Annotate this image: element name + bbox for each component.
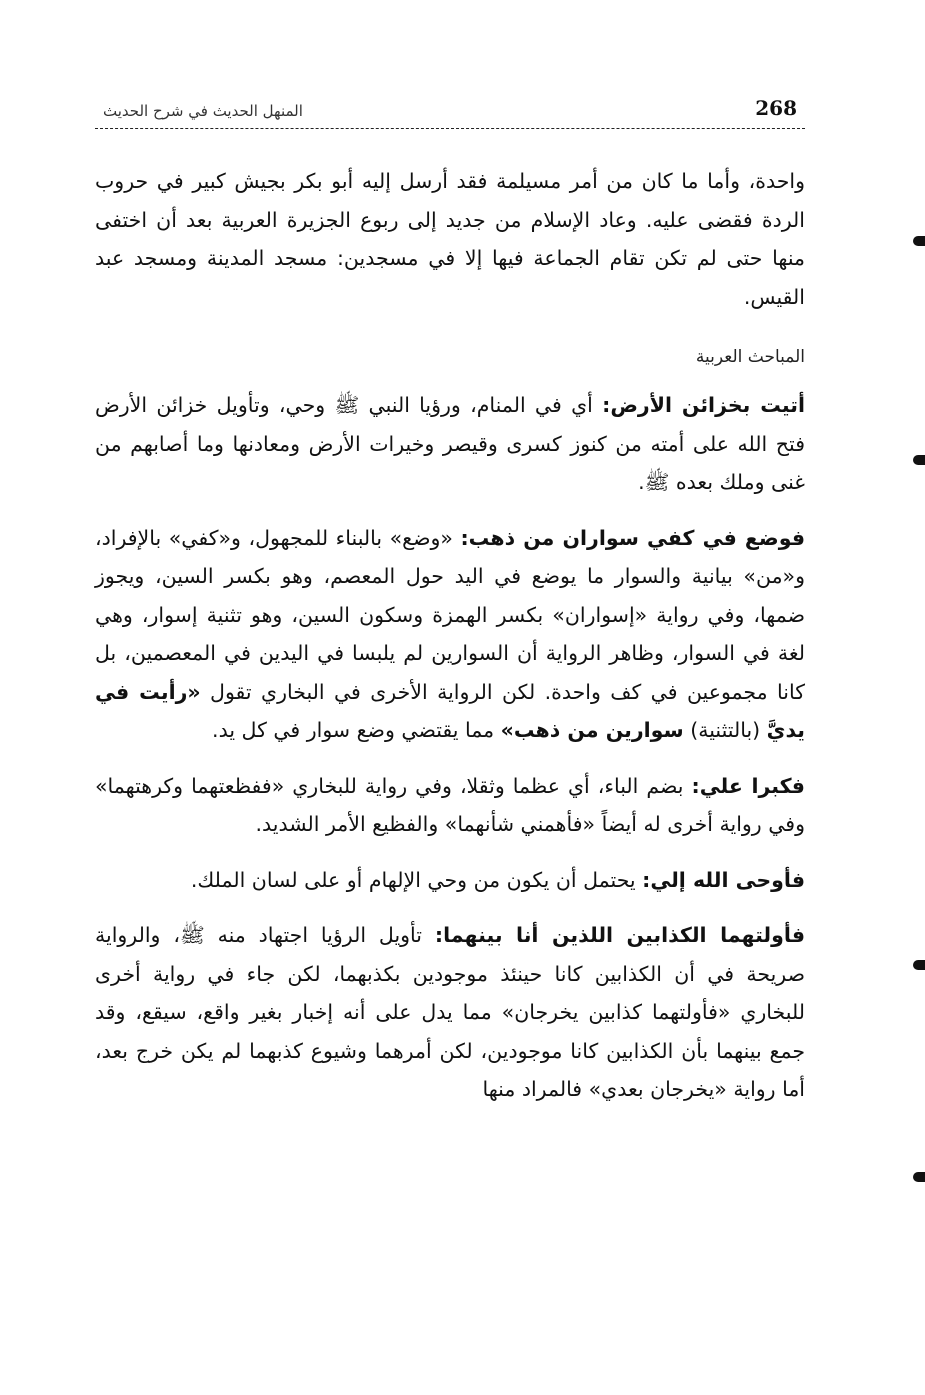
entry-paragraph (95, 861, 805, 900)
entry-text: «وضع» بالبناء للمجهول، و«كفي» بالإفراد، و«من» بيانية والسوار ما يوضع في اليد حول المعصم، وهو بكسر السين، ويجوز ضمها، وفي رواية «إسواران» بكسر الهمزة وسكون السين، وهو تثنية إسوار، وهي لغة في السوار، وظاهر الرواية أن السوارين لم يلبسا في اليدين في المعصمين، بل كانا مجموعين في كف واحدة. لكن الرواية الأخرى في البخاري تقول (95, 525, 805, 704)
entry-text: يحتمل أن يكون من وحي الإلهام أو على لسان الملك. (190, 867, 643, 892)
scan-edge-mark (913, 960, 925, 970)
running-title: المنهل الحديث في شرح الحديث (103, 102, 303, 120)
entry-term: فكبرا علي: (691, 773, 805, 798)
entry-term: أتيت بخزائن الأرض: (602, 393, 805, 417)
page-number: 268 (755, 96, 797, 120)
scan-edge-mark (913, 1172, 925, 1182)
entry-term: فأوحى الله إلي: (642, 867, 805, 892)
quoted-emphasis: «رأيت في يديَّ (95, 679, 805, 742)
quoted-emphasis: سوارين من ذهب» (500, 718, 684, 742)
scan-edge-mark (913, 236, 925, 246)
entry-paragraph (95, 519, 805, 750)
entry-text: بضم الباء، أي عظما وثقلا، وفي رواية للبخاري «ففظعتهما وكرهتهما» وفي رواية أخرى له أيضاً «فأهمني شأنهما» والفظيع الأمر الشديد. (95, 773, 805, 836)
page-header (95, 92, 805, 129)
entry-paragraph (95, 767, 805, 844)
entry-text: تأويل الرؤيا اجتهاد منه ﷺ، والرواية صريحة في أن الكذابين كانا حينئذ موجودين بكذبهما، لكن جاء في رواية أخرى للبخاري «فأولتهما كذابين يخرجان» مما يدل على أنه إخبار بغير واقع، سيقع، وقد جمع بينهما بأن الكذابين كانا موجودين، لكن أمرهما وشيوع كذبهما لم يكن خرج بعد، أما رواية «يخرجان بعدي» فالمراد منها (95, 923, 805, 1101)
section-heading: المباحث العربية (695, 347, 805, 367)
entry-paragraph (95, 386, 805, 502)
entry-paragraph (95, 916, 805, 1109)
entry-text: مما يقتضي وضع سوار في كل يد. (212, 718, 501, 742)
intro-paragraph: واحدة، وأما ما كان من أمر مسيلمة فقد أرسل إليه أبو بكر بجيش كبير في حروب الردة فقضى عليه. وعاد الإسلام من جديد إلى ربوع الجزيرة العربية بعد أن اختفى منها حتى لم تكن تقام الجماعة فيها إلا في مسجدين: مسجد المدينة ومسجد عبد القيس. (95, 169, 805, 309)
entry-text: (بالتثنية) (683, 718, 767, 742)
entry-term: فوضع في كفي سواران من ذهب: (460, 525, 805, 550)
page-body (95, 162, 805, 1109)
entry-term: فأولتهما الكذابين اللذين أنا بينهما: (434, 923, 805, 947)
entry-text: أي في المنام، ورؤيا النبي ﷺ وحي، وتأويل خزائن الأرض فتح الله على أمته من كنوز كسرى وقيصر وخيرات الأرض ومعادنها وما أصابهم من غنى وملك بعده ﷺ. (95, 393, 805, 494)
scan-edge-mark (913, 455, 925, 465)
